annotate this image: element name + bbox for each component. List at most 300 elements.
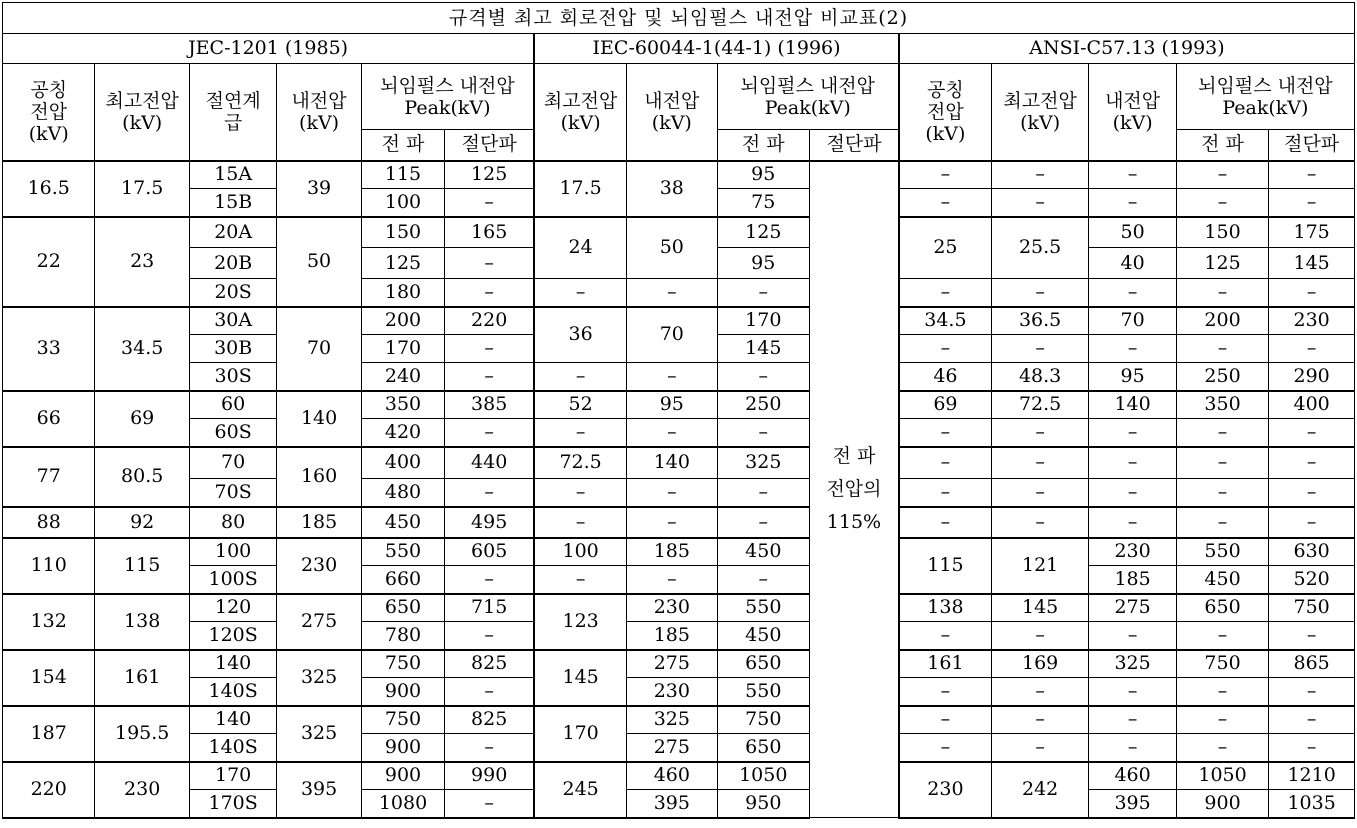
jec-withstand-header: 내전압 (kV): [277, 64, 361, 161]
jec-insulation-class-cell: 15B: [189, 189, 276, 217]
iec-withstand-cell: –: [627, 363, 717, 391]
ansi-nominal-cell: –: [899, 161, 991, 189]
iec-full-wave-cell: 650: [717, 734, 809, 762]
jec-nominal-cell: 154: [3, 650, 95, 706]
iec-impulse-header: 뇌임펄스 내전압 Peak(kV): [717, 64, 899, 130]
jec-insulation-class-cell: 80: [189, 507, 276, 538]
jec-insulation-class-cell: 100: [189, 538, 276, 566]
ansi-nominal-cell: –: [899, 279, 991, 307]
jec-insulation-class-cell: 100S: [189, 566, 276, 594]
iec-full-wave-cell: 75: [717, 189, 809, 217]
jec-max-voltage-cell: 92: [95, 507, 189, 538]
iec-withstand-cell: 230: [627, 594, 717, 622]
iec-withstand-cell: 70: [627, 307, 717, 363]
ansi-max-voltage-cell: 121: [991, 538, 1088, 594]
ansi-max-voltage-cell: 145: [991, 594, 1088, 622]
ansi-chopped-wave-cell: 1035: [1269, 790, 1355, 818]
jec-nominal-cell: 77: [3, 447, 95, 507]
jec-full-wave-cell: 200: [361, 307, 444, 335]
table-row: [3, 594, 1355, 622]
jec-insulation-class-cell: 140: [189, 706, 276, 734]
ansi-chopped-wave-header: 절단파: [1269, 130, 1355, 161]
ansi-nominal-cell: 34.5: [899, 307, 991, 335]
iec-full-wave-cell: 95: [717, 248, 809, 279]
ansi-full-wave-cell: 150: [1176, 217, 1268, 248]
iec-full-wave-cell: 450: [717, 538, 809, 566]
ansi-chopped-wave-cell: 400: [1269, 391, 1355, 419]
ansi-chopped-wave-cell: –: [1269, 734, 1355, 762]
ansi-max-voltage-cell: 48.3: [991, 363, 1088, 391]
ansi-nominal-header: 공칭 전압 (kV): [899, 64, 991, 161]
jec-full-wave-cell: 480: [361, 479, 444, 507]
jec-max-voltage-cell: 23: [95, 217, 189, 307]
iec-max-voltage-cell: 17.5: [534, 161, 626, 217]
jec-withstand-cell: 230: [277, 538, 361, 594]
ansi-full-wave-cell: 250: [1176, 363, 1268, 391]
jec-insulation-class-cell: 140S: [189, 734, 276, 762]
ansi-max-voltage-cell: –: [991, 734, 1088, 762]
ansi-chopped-wave-cell: 865: [1269, 650, 1355, 678]
iec-max-voltage-cell: 123: [534, 594, 626, 650]
table-row: [3, 419, 1355, 447]
table-row: [3, 307, 1355, 335]
table-row: [3, 734, 1355, 762]
ansi-chopped-wave-cell: –: [1269, 479, 1355, 507]
ansi-withstand-cell: –: [1089, 622, 1176, 650]
jec-full-wave-cell: 115: [361, 161, 444, 189]
ansi-max-voltage-cell: 36.5: [991, 307, 1088, 335]
jec-full-wave-cell: 420: [361, 419, 444, 447]
ansi-nominal-cell: –: [899, 706, 991, 734]
ansi-full-wave-cell: –: [1176, 507, 1268, 538]
iec-full-wave-cell: –: [717, 507, 809, 538]
iec-full-wave-cell: –: [717, 566, 809, 594]
iec-max-voltage-cell: 72.5: [534, 447, 626, 479]
iec-max-voltage-cell: 170: [534, 706, 626, 762]
iec-full-wave-cell: 450: [717, 622, 809, 650]
jec-nominal-cell: 132: [3, 594, 95, 650]
ansi-withstand-cell: 50: [1089, 217, 1176, 248]
ansi-nominal-cell: 161: [899, 650, 991, 678]
ansi-max-voltage-cell: 242: [991, 762, 1088, 818]
ansi-max-voltage-cell: –: [991, 335, 1088, 363]
ansi-nominal-cell: 46: [899, 363, 991, 391]
ansi-withstand-header: 내전압 (kV): [1089, 64, 1176, 161]
ansi-max-voltage-cell: 169: [991, 650, 1088, 678]
jec-full-wave-header: 전 파: [361, 130, 444, 161]
iec-chopped-wave-note: [810, 161, 899, 818]
jec-nominal-header: 공칭 전압 (kV): [3, 64, 95, 161]
jec-full-wave-cell: 450: [361, 507, 444, 538]
jec-insulation-class-cell: 120S: [189, 622, 276, 650]
jec-full-wave-cell: 550: [361, 538, 444, 566]
ansi-full-wave-cell: –: [1176, 622, 1268, 650]
jec-max-voltage-cell: 34.5: [95, 307, 189, 391]
jec-full-wave-cell: 350: [361, 391, 444, 419]
ansi-withstand-cell: 40: [1089, 248, 1176, 279]
jec-insulation-class-cell: 30A: [189, 307, 276, 335]
ansi-nominal-cell: –: [899, 734, 991, 762]
iec-full-wave-cell: 95: [717, 161, 809, 189]
jec-insulation-class-cell: 120: [189, 594, 276, 622]
iec-full-wave-cell: –: [717, 363, 809, 391]
iec-max-voltage-cell: 52: [534, 391, 626, 419]
jec-chopped-wave-cell: –: [445, 363, 534, 391]
iec-withstand-cell: –: [627, 419, 717, 447]
iec-full-wave-cell: 250: [717, 391, 809, 419]
iec-chopped-wave-header: 절단파: [810, 130, 899, 161]
ansi-nominal-cell: –: [899, 335, 991, 363]
jec-insulation-class-cell: 70: [189, 447, 276, 479]
ansi-max-voltage-cell: –: [991, 622, 1088, 650]
ansi-full-wave-cell: 900: [1176, 790, 1268, 818]
ansi-chopped-wave-cell: 230: [1269, 307, 1355, 335]
iec-withstand-header: 내전압 (kV): [627, 64, 717, 161]
table-row: [3, 363, 1355, 391]
jec-max-voltage-cell: 17.5: [95, 161, 189, 217]
iec-max-voltage-cell: 100: [534, 538, 626, 566]
jec-max-voltage-header: 최고전압 (kV): [95, 64, 189, 161]
iec-full-wave-cell: 325: [717, 447, 809, 479]
jec-nominal-cell: 66: [3, 391, 95, 447]
jec-nominal-cell: 22: [3, 217, 95, 307]
jec-nominal-cell: 88: [3, 507, 95, 538]
iec-withstand-cell: 38: [627, 161, 717, 217]
jec-chopped-wave-cell: 440: [445, 447, 534, 479]
ansi-full-wave-header: 전 파: [1176, 130, 1268, 161]
standard-jec-header: JEC-1201 (1985): [3, 34, 535, 64]
ansi-nominal-cell: –: [899, 678, 991, 706]
iec-full-wave-cell: 170: [717, 307, 809, 335]
iec-full-wave-cell: –: [717, 419, 809, 447]
ansi-max-voltage-cell: 72.5: [991, 391, 1088, 419]
ansi-chopped-wave-cell: –: [1269, 279, 1355, 307]
jec-chopped-wave-cell: 715: [445, 594, 534, 622]
jec-full-wave-cell: 900: [361, 734, 444, 762]
ansi-withstand-cell: –: [1089, 507, 1176, 538]
ansi-full-wave-cell: –: [1176, 479, 1268, 507]
jec-insulation-class-cell: 30B: [189, 335, 276, 363]
jec-insulation-class-cell: 70S: [189, 479, 276, 507]
ansi-max-voltage-header: 최고전압 (kV): [991, 64, 1088, 161]
jec-chopped-wave-cell: –: [445, 248, 534, 279]
ansi-chopped-wave-cell: 630: [1269, 538, 1355, 566]
jec-chopped-wave-cell: –: [445, 189, 534, 217]
ansi-nominal-cell: –: [899, 419, 991, 447]
jec-chopped-wave-cell: 825: [445, 650, 534, 678]
table-row: [3, 762, 1355, 790]
ansi-chopped-wave-cell: –: [1269, 706, 1355, 734]
iec-max-voltage-cell: –: [534, 363, 626, 391]
jec-max-voltage-cell: 80.5: [95, 447, 189, 507]
ansi-withstand-cell: –: [1089, 706, 1176, 734]
iec-full-wave-cell: 145: [717, 335, 809, 363]
iec-withstand-cell: 95: [627, 391, 717, 419]
table-title: 규격별 최고 회로전압 및 뇌임펄스 내전압 비교표(2): [3, 3, 1355, 34]
jec-insulation-class-cell: 140S: [189, 678, 276, 706]
jec-max-voltage-cell: 161: [95, 650, 189, 706]
ansi-full-wave-cell: 1050: [1176, 762, 1268, 790]
iec-full-wave-cell: –: [717, 279, 809, 307]
jec-chopped-wave-cell: 220: [445, 307, 534, 335]
jec-full-wave-cell: 660: [361, 566, 444, 594]
jec-full-wave-cell: 100: [361, 189, 444, 217]
ansi-withstand-cell: 325: [1089, 650, 1176, 678]
ansi-nominal-cell: –: [899, 447, 991, 479]
jec-full-wave-cell: 750: [361, 650, 444, 678]
jec-withstand-cell: 140: [277, 391, 361, 447]
ansi-max-voltage-cell: –: [991, 706, 1088, 734]
jec-chopped-wave-cell: –: [445, 419, 534, 447]
table-row: [3, 479, 1355, 507]
jec-chopped-wave-cell: 990: [445, 762, 534, 790]
iec-withstand-cell: 325: [627, 706, 717, 734]
ansi-withstand-cell: 395: [1089, 790, 1176, 818]
ansi-nominal-cell: 115: [899, 538, 991, 594]
ansi-full-wave-cell: 650: [1176, 594, 1268, 622]
table-row: [3, 507, 1355, 538]
jec-chopped-wave-cell: –: [445, 566, 534, 594]
ansi-chopped-wave-cell: –: [1269, 622, 1355, 650]
comparison-table: [2, 2, 1355, 819]
iec-full-wave-cell: 550: [717, 594, 809, 622]
iec-withstand-cell: 185: [627, 538, 717, 566]
ansi-max-voltage-cell: –: [991, 447, 1088, 479]
jec-chopped-wave-header: 절단파: [445, 130, 534, 161]
iec-withstand-cell: 230: [627, 678, 717, 706]
ansi-chopped-wave-cell: 145: [1269, 248, 1355, 279]
jec-insulation-class-cell: 30S: [189, 363, 276, 391]
jec-withstand-cell: 39: [277, 161, 361, 217]
iec-full-wave-cell: 1050: [717, 762, 809, 790]
ansi-withstand-cell: –: [1089, 419, 1176, 447]
ansi-withstand-cell: 140: [1089, 391, 1176, 419]
table-row: [3, 447, 1355, 479]
standard-ansi-header: ANSI-C57.13 (1993): [899, 34, 1355, 64]
jec-chopped-wave-cell: –: [445, 335, 534, 363]
jec-nominal-cell: 187: [3, 706, 95, 762]
ansi-max-voltage-cell: –: [991, 678, 1088, 706]
jec-insulation-class-cell: 20B: [189, 248, 276, 279]
iec-full-wave-cell: –: [717, 479, 809, 507]
jec-chopped-wave-cell: –: [445, 622, 534, 650]
iec-note-line: 전 파: [832, 444, 876, 467]
jec-max-voltage-cell: 115: [95, 538, 189, 594]
table-row: [3, 622, 1355, 650]
ansi-max-voltage-cell: –: [991, 419, 1088, 447]
table-row: [3, 161, 1355, 189]
iec-full-wave-header: 전 파: [717, 130, 809, 161]
ansi-max-voltage-cell: –: [991, 479, 1088, 507]
ansi-nominal-cell: –: [899, 479, 991, 507]
iec-withstand-cell: 50: [627, 217, 717, 279]
iec-note-line: 전압의: [826, 477, 882, 500]
ansi-chopped-wave-cell: –: [1269, 447, 1355, 479]
ansi-full-wave-cell: –: [1176, 447, 1268, 479]
ansi-chopped-wave-cell: 175: [1269, 217, 1355, 248]
jec-full-wave-cell: 180: [361, 279, 444, 307]
iec-full-wave-cell: 550: [717, 678, 809, 706]
ansi-chopped-wave-cell: –: [1269, 507, 1355, 538]
jec-full-wave-cell: 750: [361, 706, 444, 734]
jec-nominal-cell: 220: [3, 762, 95, 818]
iec-max-voltage-cell: –: [534, 507, 626, 538]
jec-full-wave-cell: 780: [361, 622, 444, 650]
table-row: [3, 678, 1355, 706]
ansi-full-wave-cell: –: [1176, 161, 1268, 189]
iec-max-voltage-cell: 245: [534, 762, 626, 818]
jec-full-wave-cell: 240: [361, 363, 444, 391]
iec-withstand-cell: 275: [627, 650, 717, 678]
iec-full-wave-cell: 125: [717, 217, 809, 248]
ansi-nominal-cell: –: [899, 189, 991, 217]
jec-full-wave-cell: 400: [361, 447, 444, 479]
ansi-max-voltage-cell: –: [991, 279, 1088, 307]
table-row: [3, 566, 1355, 594]
jec-chopped-wave-cell: 165: [445, 217, 534, 248]
iec-max-voltage-cell: –: [534, 479, 626, 507]
ansi-max-voltage-cell: –: [991, 189, 1088, 217]
iec-max-voltage-cell: 36: [534, 307, 626, 363]
jec-chopped-wave-cell: 825: [445, 706, 534, 734]
jec-insulation-class-cell: 170S: [189, 790, 276, 818]
jec-nominal-cell: 33: [3, 307, 95, 391]
ansi-full-wave-cell: –: [1176, 706, 1268, 734]
iec-withstand-cell: –: [627, 279, 717, 307]
jec-insulation-class-cell: 60: [189, 391, 276, 419]
jec-full-wave-cell: 170: [361, 335, 444, 363]
jec-chopped-wave-cell: –: [445, 479, 534, 507]
ansi-full-wave-cell: –: [1176, 678, 1268, 706]
jec-withstand-cell: 325: [277, 650, 361, 706]
ansi-full-wave-cell: –: [1176, 419, 1268, 447]
jec-full-wave-cell: 900: [361, 762, 444, 790]
jec-chopped-wave-cell: 125: [445, 161, 534, 189]
ansi-chopped-wave-cell: 1210: [1269, 762, 1355, 790]
iec-max-voltage-header: 최고전압 (kV): [534, 64, 626, 161]
jec-insulation-class-cell: 170: [189, 762, 276, 790]
ansi-withstand-cell: 70: [1089, 307, 1176, 335]
ansi-nominal-cell: 69: [899, 391, 991, 419]
jec-chopped-wave-cell: 495: [445, 507, 534, 538]
iec-withstand-cell: 140: [627, 447, 717, 479]
ansi-withstand-cell: –: [1089, 479, 1176, 507]
ansi-chopped-wave-cell: –: [1269, 161, 1355, 189]
jec-withstand-cell: 50: [277, 217, 361, 307]
iec-full-wave-cell: 650: [717, 650, 809, 678]
ansi-chopped-wave-cell: 750: [1269, 594, 1355, 622]
ansi-full-wave-cell: –: [1176, 335, 1268, 363]
jec-chopped-wave-cell: –: [445, 279, 534, 307]
table-row: [3, 279, 1355, 307]
jec-full-wave-cell: 900: [361, 678, 444, 706]
iec-withstand-cell: 185: [627, 622, 717, 650]
ansi-chopped-wave-cell: 520: [1269, 566, 1355, 594]
iec-withstand-cell: 395: [627, 790, 717, 818]
ansi-withstand-cell: –: [1089, 734, 1176, 762]
jec-withstand-cell: 325: [277, 706, 361, 762]
iec-withstand-cell: 275: [627, 734, 717, 762]
jec-max-voltage-cell: 138: [95, 594, 189, 650]
jec-insulation-class-cell: 15A: [189, 161, 276, 189]
ansi-nominal-cell: –: [899, 622, 991, 650]
iec-max-voltage-cell: –: [534, 566, 626, 594]
jec-max-voltage-cell: 195.5: [95, 706, 189, 762]
jec-insulation-class-cell: 20A: [189, 217, 276, 248]
ansi-full-wave-cell: 125: [1176, 248, 1268, 279]
jec-full-wave-cell: 125: [361, 248, 444, 279]
standard-iec-header: IEC-60044-1(44-1) (1996): [534, 34, 899, 64]
ansi-withstand-cell: –: [1089, 279, 1176, 307]
table-row: [3, 538, 1355, 566]
ansi-nominal-cell: 25: [899, 217, 991, 279]
ansi-chopped-wave-cell: –: [1269, 419, 1355, 447]
jec-max-voltage-cell: 69: [95, 391, 189, 447]
ansi-max-voltage-cell: 25.5: [991, 217, 1088, 279]
ansi-withstand-cell: 460: [1089, 762, 1176, 790]
ansi-chopped-wave-cell: –: [1269, 189, 1355, 217]
jec-withstand-cell: 395: [277, 762, 361, 818]
ansi-full-wave-cell: 200: [1176, 307, 1268, 335]
jec-full-wave-cell: 150: [361, 217, 444, 248]
jec-impulse-header: 뇌임펄스 내전압 Peak(kV): [361, 64, 534, 130]
ansi-nominal-cell: 138: [899, 594, 991, 622]
iec-withstand-cell: –: [627, 479, 717, 507]
ansi-full-wave-cell: 550: [1176, 538, 1268, 566]
ansi-withstand-cell: –: [1089, 447, 1176, 479]
ansi-withstand-cell: 275: [1089, 594, 1176, 622]
ansi-max-voltage-cell: –: [991, 507, 1088, 538]
jec-chopped-wave-cell: 385: [445, 391, 534, 419]
ansi-withstand-cell: –: [1089, 678, 1176, 706]
jec-insulation-class-cell: 20S: [189, 279, 276, 307]
jec-withstand-cell: 70: [277, 307, 361, 391]
iec-withstand-cell: 460: [627, 762, 717, 790]
jec-insulation-class-cell: 140: [189, 650, 276, 678]
ansi-full-wave-cell: 350: [1176, 391, 1268, 419]
ansi-max-voltage-cell: –: [991, 161, 1088, 189]
jec-full-wave-cell: 1080: [361, 790, 444, 818]
ansi-nominal-cell: –: [899, 507, 991, 538]
table-row: [3, 790, 1355, 818]
jec-max-voltage-cell: 230: [95, 762, 189, 818]
ansi-withstand-cell: –: [1089, 335, 1176, 363]
table-row: [3, 706, 1355, 734]
iec-max-voltage-cell: –: [534, 279, 626, 307]
ansi-withstand-cell: 230: [1089, 538, 1176, 566]
table-row: [3, 650, 1355, 678]
ansi-full-wave-cell: –: [1176, 189, 1268, 217]
ansi-withstand-cell: 95: [1089, 363, 1176, 391]
jec-withstand-cell: 160: [277, 447, 361, 507]
iec-max-voltage-cell: 145: [534, 650, 626, 706]
ansi-full-wave-cell: 450: [1176, 566, 1268, 594]
jec-full-wave-cell: 650: [361, 594, 444, 622]
iec-withstand-cell: –: [627, 507, 717, 538]
ansi-withstand-cell: –: [1089, 189, 1176, 217]
ansi-chopped-wave-cell: 290: [1269, 363, 1355, 391]
iec-full-wave-cell: 750: [717, 706, 809, 734]
jec-chopped-wave-cell: –: [445, 734, 534, 762]
iec-full-wave-cell: 950: [717, 790, 809, 818]
iec-max-voltage-cell: 24: [534, 217, 626, 279]
jec-withstand-cell: 275: [277, 594, 361, 650]
jec-chopped-wave-cell: –: [445, 678, 534, 706]
ansi-full-wave-cell: 750: [1176, 650, 1268, 678]
table-row: [3, 217, 1355, 248]
jec-nominal-cell: 110: [3, 538, 95, 594]
ansi-nominal-cell: 230: [899, 762, 991, 818]
